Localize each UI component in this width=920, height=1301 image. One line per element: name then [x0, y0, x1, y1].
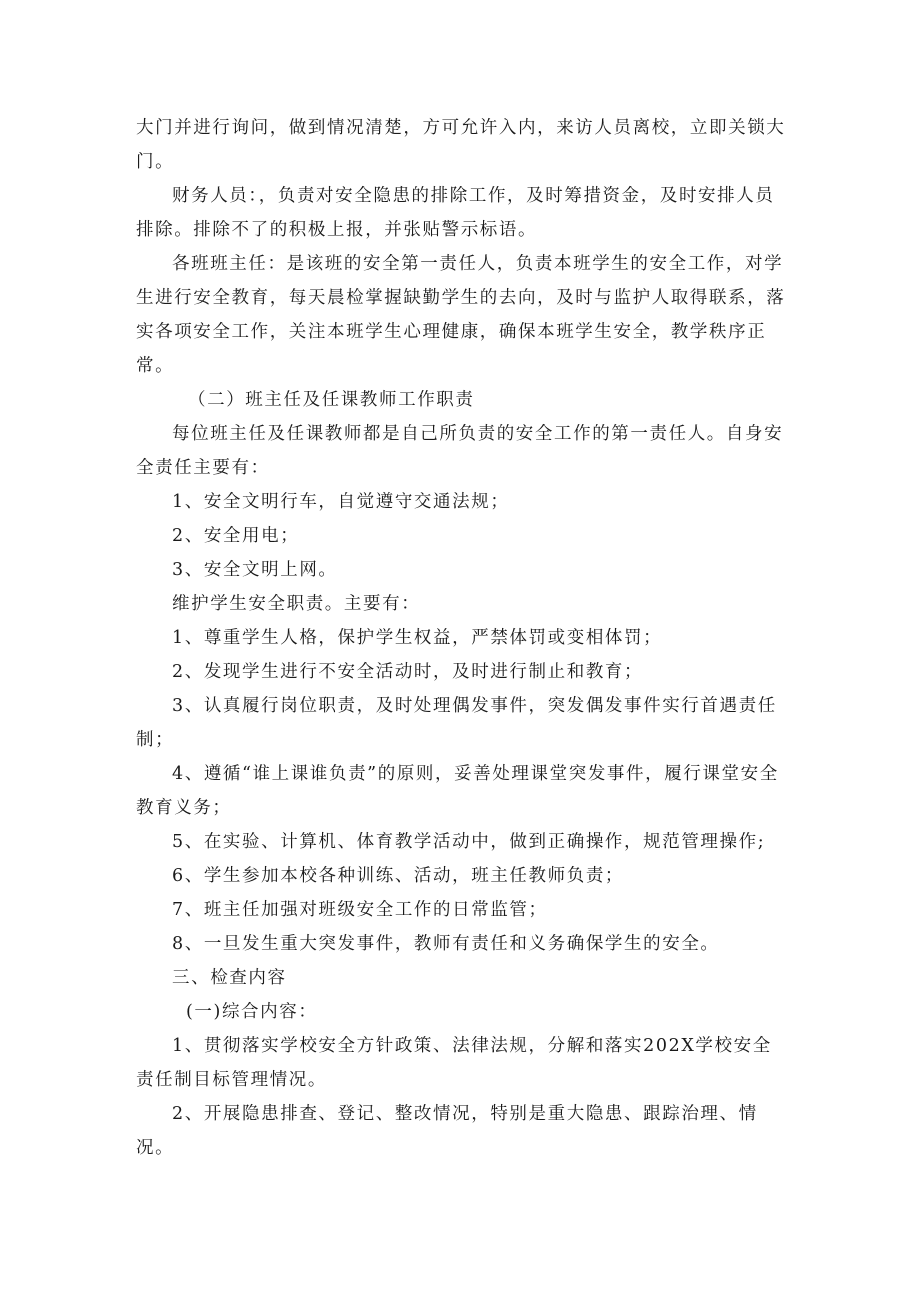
list-item: 1、尊重学生人格，保护学生权益，严禁体罚或变相体罚；	[172, 628, 663, 648]
list-item: 4、遵循“谁上课谁负责”的原则，妥善处理课堂突发事件，履行课堂安全教育义务；	[136, 764, 779, 818]
list-item: 1、安全文明行车，自觉遵守交通法规；	[172, 492, 510, 512]
list-item: 6、学生参加本校各种训练、活动，班主任教师负责；	[172, 866, 625, 886]
paragraph-student-safety-duties: 维护学生安全职责。主要有：	[172, 594, 421, 614]
subsection-heading-general-content: (一)综合内容：	[186, 1002, 318, 1022]
document-body	[136, 111, 786, 1165]
list-item: 1、贯彻落实学校安全方针政策、法律法规，分解和落实202X学校安全责任制目标管理情况。	[136, 1036, 772, 1090]
section-heading-inspection-content: 三、检查内容	[172, 968, 287, 988]
paragraph-teacher-responsibility: 每位班主任及任课教师都是自己所负责的安全工作的第一责任人。自身安全责任主要有：	[136, 424, 784, 478]
list-item: 7、班主任加强对班级安全工作的日常监管；	[172, 900, 548, 920]
paragraph-visitor-gate: 大门并进行询问，做到情况清楚，方可允许入内，来访人员离校，立即关锁大门。	[136, 118, 786, 172]
list-item: 2、开展隐患排查、登记、整改情况，特别是重大隐患、跟踪治理、情况。	[136, 1104, 758, 1158]
list-item: 5、在实验、计算机、体育教学活动中，做到正确操作，规范管理操作;	[172, 832, 766, 852]
section-heading-teacher-duties: （二）班主任及任课教师工作职责	[188, 390, 475, 410]
list-item: 2、发现学生进行不安全活动时，及时进行制止和教育；	[172, 662, 644, 682]
paragraph-head-teachers: 各班班主任：是该班的安全第一责任人，负责本班学生的安全工作，对学生进行安全教育，每天晨检掌握缺勤学生的去向，及时与监护人取得联系，落实各项安全工作，关注本班学生心理健康，确保本班学生安全，教学秩序正常。	[136, 254, 786, 376]
list-item: 8、一旦发生重大突发事件，教师有责任和义务确保学生的安全。	[172, 934, 720, 954]
paragraph-finance-staff: 财务人员：，负责对安全隐患的排除工作，及时筹措资金，及时安排人员排除。排除不了的积极上报，并张贴警示标语。	[136, 186, 775, 240]
list-item: 2、安全用电；	[172, 526, 300, 546]
list-item: 3、安全文明上网。	[172, 560, 338, 580]
list-item: 3、认真履行岗位职责，及时处理偶发事件，突发偶发事件实行首遇责任制；	[136, 696, 777, 750]
